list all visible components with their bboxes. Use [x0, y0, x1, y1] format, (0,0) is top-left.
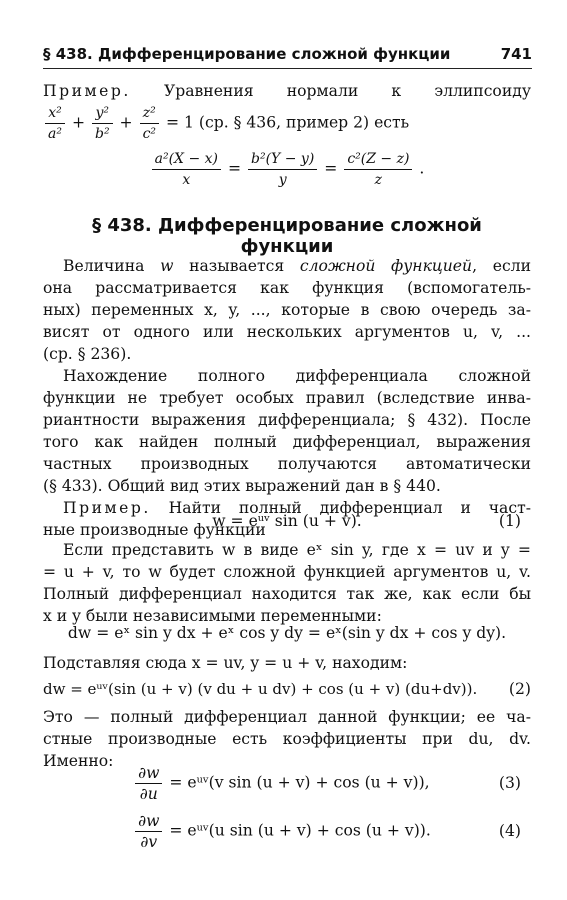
para4-line: стные производные есть коэффициенты при du, dv. — [43, 730, 531, 748]
body-text — [43, 255, 531, 541]
equation-1-number: (1) — [498, 512, 521, 530]
para3-line: Полный дифференциал находится так же, как если бы — [43, 585, 531, 603]
substitution-line: Подставляя сюда x = uv, y = u + v, находим: — [43, 654, 408, 672]
dw-equation: dw = eˣ sin y dx + eˣ cos y dy = eˣ(sin y dx + cos y dy). — [67, 624, 507, 642]
equation-2 — [43, 680, 531, 698]
para3-line: = u + v, то w будет сложной функцией аргументов u, v. — [43, 563, 531, 581]
para3-line: Если представить w в виде eˣ sin y, где x = uv и y = — [63, 541, 531, 559]
equation-1 — [43, 512, 531, 530]
equation-2-number: (2) — [508, 680, 531, 698]
para4-line: Это — полный дифференциал данной функции; ее ча- — [43, 708, 531, 726]
equation-3-number: (3) — [498, 774, 521, 792]
para2-line: того как найден полный дифференциал, выражения — [43, 433, 531, 451]
para2-line: (§ 433). Общий вид этих выражений дан в § 440. — [43, 477, 441, 495]
equation-1-text: w = eᵘᵛ sin (u + v). — [212, 512, 362, 530]
example2-line: Пример. Найти полный дифференциал и част- — [63, 499, 531, 517]
para1-line: висят от одного или нескольких аргументов u, v, ... — [43, 323, 531, 341]
book-page: § 438. Дифференцирование сложной функции 741 Пример. Уравнения нормали к эллипсоиду $\frac{\text{x²}}{\text{a²}}$ + $\frac{\text{y²}}{\text{b²}}$ + $\frac{\text{z²}}{\text{c²}}$ = 1 (ср. § 436, пример 2) есть $\frac{\text{a²(X − x)}}{x}$ = $\frac{\text{b²(Y − y)}}{y}$ = $\frac{\text{c²(Z − z)}}{z}$ . § 438. Дифференцирование сложной функции Величина w называется сложной функцией, если она рассматривается как функция (вспомогатель- ных) переменных x, y, ..., которые в свою очередь за- висят от одного или нескольких аргументов u, v, ... (ср. § 236). Нахождение полного дифференциала сложной функции не требует особых правил (вследствие инва- риантности выражения дифференциала; § 432). После того как найден полный дифференциал, выражения частных производных получаются автоматически (§ 433). Общий вид этих выражений дан в § 440. Пример. Найти полный дифференциал и част- ные производные функции w = eᵘᵛ sin (u + v). (1) Если представить w в виде eˣ sin y, где x = uv и y = = u + v, то w будет сложной функцией аргументов u, v. Полный дифференциал находится так же, как если бы x и y были независимыми переменными: dw = eˣ sin y dx + eˣ cos y dy = eˣ(sin y dx + cos y dy). Подставляя сюда x = uv, y = u + v, находим: dw = eᵘᵛ(sin (u + v) (v du + u dv) + cos (u + v) (du+dv)). (2) Это — полный дифференциал данной функции; ее ча- стные производные есть коэффициенты при du, dv. Именно: $\frac{\partial w}{\partial u}$ = eᵘᵛ(v sin (u + v) + cos (u + v)), (3) $\frac{\partial w}{\partial v}$ = eᵘᵛ(u sin (u + v) + cos (u + v)). (4) — [43, 45, 532, 851]
para4 — [43, 706, 531, 772]
para2-line: риантности выражения дифференциала; § 432). После — [43, 411, 531, 429]
para1-line: Величина w называется сложной функцией, если — [63, 257, 531, 275]
example-text: Уравнения нормали к эллипсоиду — [163, 82, 531, 100]
normal-equations: $\frac{\text{a²(X − x)}}{x}$ = $\frac{\text{b²(Y − y)}}{y}$ = $\frac{\text{c²(Z − z)}}{z}$ . — [43, 150, 531, 189]
example-label: Пример. — [63, 499, 151, 517]
para2-line: Нахождение полного дифференциала сложной — [63, 367, 531, 385]
ellipsoid-equation: $\frac{\text{x²}}{\text{a²}}$ + $\frac{\text{y²}}{\text{b²}}$ + $\frac{\text{z²}}{\text{c²}}$ = 1 (ср. § 436, пример 2) есть — [43, 104, 531, 143]
ellipsoid-tail: = 1 (ср. § 436, пример 2) есть — [166, 113, 410, 132]
equation-2-text: dw = eᵘᵛ(sin (u + v) (v du + u dv) + cos (u + v) (du+dv)). — [43, 680, 478, 698]
equation-3-rhs: = eᵘᵛ(v sin (u + v) + cos (u + v)), — [169, 773, 430, 792]
equation-4-rhs: = eᵘᵛ(u sin (u + v) + cos (u + v)). — [169, 821, 431, 840]
intro-example — [43, 80, 531, 102]
page-number: 741 — [500, 45, 532, 63]
para2-line: частных производных получаются автоматически — [43, 455, 531, 473]
example2-line: ные производные функции — [43, 521, 266, 539]
para3-line: x и y были независимыми переменными: — [43, 607, 382, 625]
example-label: Пример. — [43, 82, 131, 100]
para4-line: Именно: — [43, 752, 114, 770]
para2-line: функции не требует особых правил (вследствие инва- — [43, 389, 531, 407]
section-heading: § 438. Дифференцирование сложной функции — [92, 215, 482, 257]
header-title: § 438. Дифференцирование сложной функции — [43, 45, 451, 63]
equation-4-number: (4) — [498, 822, 521, 840]
para1-line: (ср. § 236). — [43, 345, 132, 363]
para1-line: ных) переменных x, y, ..., которые в свою очередь за- — [43, 301, 531, 319]
para1-line: она рассматривается как функция (вспомогатель- — [43, 279, 531, 297]
para3 — [43, 539, 531, 627]
running-header — [43, 44, 532, 69]
